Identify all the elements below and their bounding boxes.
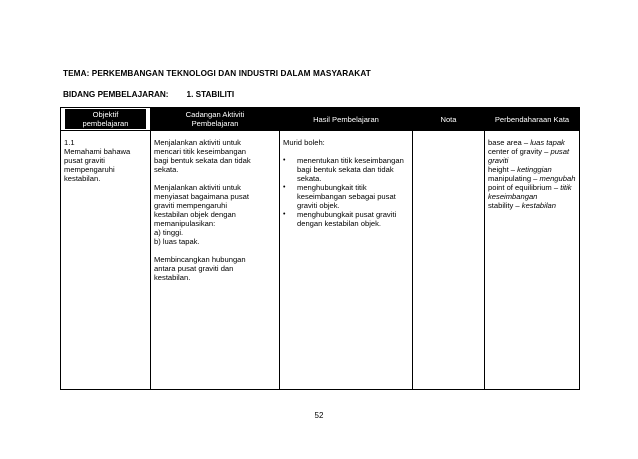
cadangan-activity-1 — [154, 138, 276, 174]
list-item — [283, 156, 409, 183]
cadangan-line: mencari titik keseimbangan — [154, 147, 247, 156]
vocab-entry — [488, 183, 576, 201]
vocab-entry — [488, 174, 576, 183]
cell-cadangan — [151, 131, 280, 390]
vocab-english: center of gravity – — [488, 147, 549, 156]
vocab-english: base area – — [488, 138, 529, 147]
hasil-line: menentukan titik keseimbangan — [297, 156, 404, 165]
hasil-list — [283, 156, 409, 228]
vocab-entry — [488, 147, 576, 165]
cadangan-line: sekata. — [154, 165, 179, 174]
vocab-entry — [488, 165, 576, 174]
vocab-malay: ketinggian — [517, 165, 552, 174]
curriculum-table — [60, 107, 580, 390]
page-number: 52 — [314, 411, 324, 420]
header-cadangan-line2: Pembelajaran — [191, 119, 239, 128]
objektif-line: Memahami bahawa — [64, 147, 131, 156]
cadangan-activity-3 — [154, 255, 276, 282]
table-header-row — [61, 108, 580, 131]
cadangan-line: b) luas tapak. — [154, 237, 200, 246]
header-cadangan-line1: Cadangan Aktiviti — [185, 110, 245, 119]
bidang-heading — [63, 90, 234, 99]
bullet-icon: • — [283, 157, 286, 164]
header-hasil: Hasil Pembelajaran — [280, 108, 413, 131]
hasil-intro: Murid boleh: — [283, 138, 325, 147]
cadangan-line: a) tinggi. — [154, 228, 184, 237]
header-perbendaharaan: Perbendaharaan Kata — [485, 108, 580, 131]
hasil-line: menghubungkait titik — [297, 183, 367, 192]
hasil-line: bagi bentuk sekata dan tidak — [297, 165, 394, 174]
vocab-malay: mengubah — [539, 174, 576, 183]
cadangan-line: menyiasat bagaimana pusat — [154, 192, 249, 201]
cell-hasil — [280, 131, 413, 390]
cell-objektif — [61, 131, 151, 390]
cadangan-activity-2 — [154, 183, 276, 246]
cell-perbendaharaan — [485, 131, 580, 390]
vocab-entry — [488, 201, 576, 210]
vocab-malay: kestabilan — [521, 201, 556, 210]
cadangan-line: antara pusat graviti dan — [154, 264, 234, 273]
hasil-line: sekata. — [297, 174, 322, 183]
cadangan-line: bagi bentuk sekata dan tidak — [154, 156, 251, 165]
vocab-english: stability – — [488, 201, 520, 210]
header-nota: Nota — [413, 108, 485, 131]
table-row — [61, 131, 580, 390]
vocab-english: height – — [488, 165, 516, 174]
bidang-label: BIDANG PEMBELAJARAN: — [63, 90, 169, 99]
cadangan-line: kestabilan objek dengan — [154, 210, 236, 219]
header-objektif-line1: Objektif — [92, 110, 119, 119]
cadangan-line: memanipulasikan: — [154, 219, 216, 228]
cadangan-line: kestabilan. — [154, 273, 191, 282]
hasil-line: menghubungkait pusat graviti — [297, 210, 397, 219]
objektif-line: mempengaruhi — [64, 165, 115, 174]
bidang-value: 1. STABILITI — [186, 90, 235, 99]
cadangan-line: Membincangkan hubungan — [154, 255, 246, 264]
hasil-line: graviti objek. — [297, 201, 340, 210]
vocab-malay: pusat graviti — [488, 147, 570, 165]
objektif-line: pusat graviti — [64, 156, 105, 165]
bullet-icon: • — [283, 211, 286, 218]
vocab-malay: titik keseimbangan — [488, 183, 572, 201]
header-objektif — [61, 108, 151, 131]
vocab-english: point of equilibrium – — [488, 183, 559, 192]
list-item — [283, 183, 409, 210]
cadangan-line: Menjalankan aktiviti untuk — [154, 183, 241, 192]
vocab-entry — [488, 138, 576, 147]
objektif-line: kestabilan. — [64, 174, 101, 183]
vocab-english: manipulating – — [488, 174, 538, 183]
hasil-line: dengan kestabilan objek. — [297, 219, 382, 228]
bullet-icon: • — [283, 184, 286, 191]
vocab-malay: luas tapak — [530, 138, 565, 147]
hasil-line: keseimbangan sebagai pusat — [297, 192, 396, 201]
header-cadangan — [151, 108, 280, 131]
tema-heading: TEMA: PERKEMBANGAN TEKNOLOGI DAN INDUSTRI DALAM MASYARAKAT — [63, 69, 371, 78]
cadangan-line: Menjalankan aktiviti untuk — [154, 138, 241, 147]
cell-nota — [413, 131, 485, 390]
cadangan-line: graviti mempengaruhi — [154, 201, 228, 210]
list-item — [283, 210, 409, 228]
objektif-line: 1.1 — [64, 138, 75, 147]
header-objektif-line2: pembelajaran — [82, 119, 129, 128]
